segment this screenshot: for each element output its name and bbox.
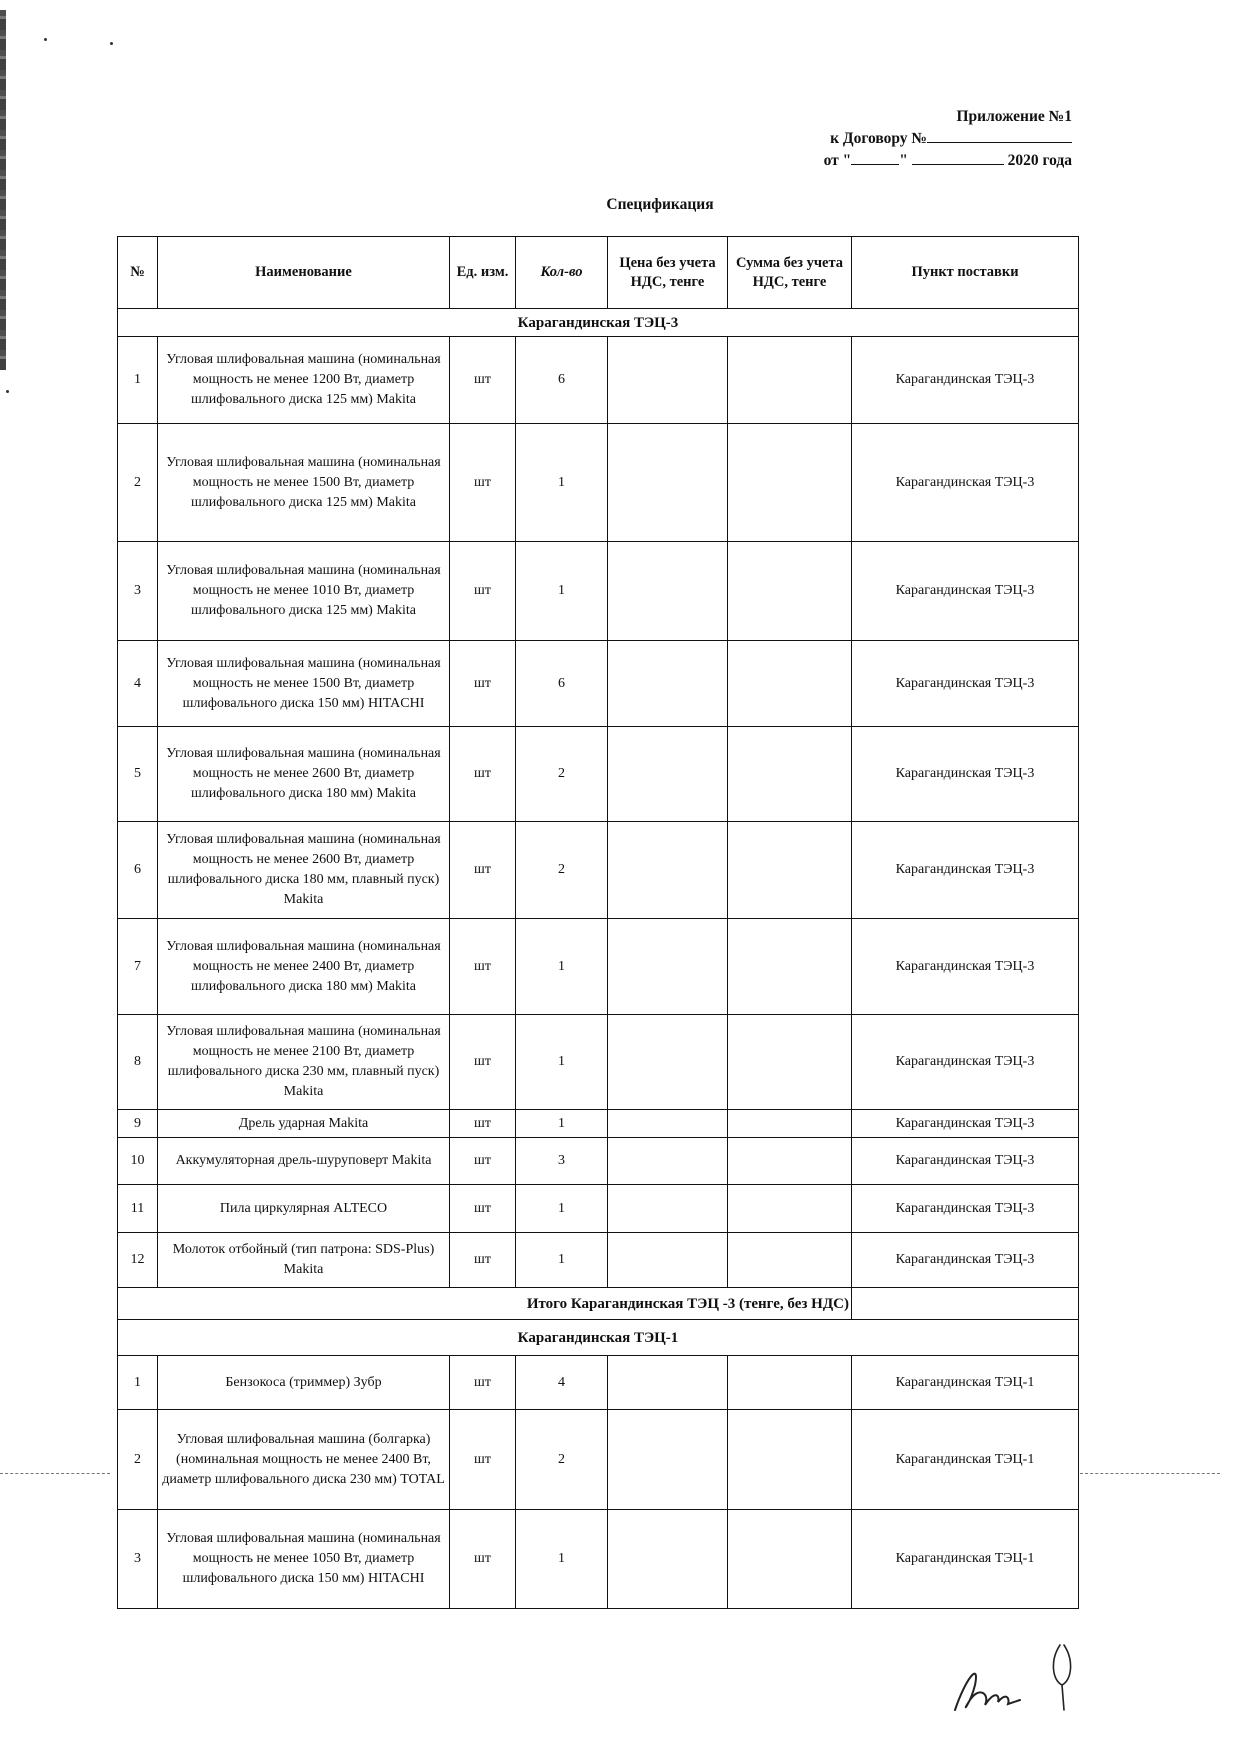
item-name: Угловая шлифовальная машина (номинальная мощность не менее 1200 Вт, диаметр шлифовального диска 125 мм) Makita xyxy=(158,337,450,424)
item-name: Угловая шлифовальная машина (номинальная мощность не менее 2600 Вт, диаметр шлифовального диска 180 мм) Makita xyxy=(158,727,450,822)
item-unit: шт xyxy=(450,822,516,919)
item-delivery-point: Карагандинская ТЭЦ-3 xyxy=(852,424,1079,542)
item-unit: шт xyxy=(450,727,516,822)
column-header-price: Цена без учета НДС, тенге xyxy=(608,237,728,309)
item-name: Бензокоса (триммер) Зубр xyxy=(158,1356,450,1410)
item-unit: шт xyxy=(450,542,516,641)
scan-artifact-line xyxy=(0,1473,110,1474)
scan-speck xyxy=(110,42,113,45)
item-unit: шт xyxy=(450,1110,516,1138)
table-row xyxy=(118,641,1079,727)
item-price xyxy=(608,1110,728,1138)
item-sum xyxy=(728,1510,852,1609)
item-quantity: 1 xyxy=(516,1510,608,1609)
item-delivery-point: Карагандинская ТЭЦ-3 xyxy=(852,1110,1079,1138)
appendix-label: Приложение №1 xyxy=(956,108,1072,125)
row-number: 2 xyxy=(118,424,158,542)
table-row xyxy=(118,919,1079,1015)
item-name: Угловая шлифовальная машина (номинальная мощность не менее 1500 Вт, диаметр шлифовального диска 125 мм) Makita xyxy=(158,424,450,542)
item-price xyxy=(608,1138,728,1185)
item-unit: шт xyxy=(450,1185,516,1233)
item-price xyxy=(608,919,728,1015)
specification-table xyxy=(117,236,1079,1609)
item-price xyxy=(608,727,728,822)
item-delivery-point: Карагандинская ТЭЦ-3 xyxy=(852,1233,1079,1288)
row-number: 4 xyxy=(118,641,158,727)
row-number: 12 xyxy=(118,1233,158,1288)
item-delivery-point: Карагандинская ТЭЦ-1 xyxy=(852,1410,1079,1510)
item-delivery-point: Карагандинская ТЭЦ-3 xyxy=(852,727,1079,822)
column-header-sum: Сумма без учета НДС, тенге xyxy=(728,237,852,309)
handwritten-signature xyxy=(940,1640,1090,1720)
item-price xyxy=(608,1510,728,1609)
row-number: 11 xyxy=(118,1185,158,1233)
row-number: 3 xyxy=(118,1510,158,1609)
item-quantity: 4 xyxy=(516,1356,608,1410)
item-delivery-point: Карагандинская ТЭЦ-3 xyxy=(852,1015,1079,1110)
item-price xyxy=(608,822,728,919)
item-price xyxy=(608,641,728,727)
item-unit: шт xyxy=(450,337,516,424)
table-header-row xyxy=(118,237,1079,309)
item-sum xyxy=(728,727,852,822)
column-header-quantity: Кол-во xyxy=(516,237,608,309)
table-row xyxy=(118,1110,1079,1138)
section-title: Карагандинская ТЭЦ-1 xyxy=(118,1320,1079,1356)
item-unit: шт xyxy=(450,1138,516,1185)
item-price xyxy=(608,337,728,424)
item-unit: шт xyxy=(450,424,516,542)
item-sum xyxy=(728,424,852,542)
document-title: Спецификация xyxy=(606,196,714,213)
item-sum xyxy=(728,1233,852,1288)
item-delivery-point: Карагандинская ТЭЦ-3 xyxy=(852,641,1079,727)
item-quantity: 6 xyxy=(516,641,608,727)
row-number: 1 xyxy=(118,1356,158,1410)
item-quantity: 1 xyxy=(516,424,608,542)
item-name: Угловая шлифовальная машина (номинальная мощность не менее 2100 Вт, диаметр шлифовального диска 230 мм, плавный пуск) Makita xyxy=(158,1015,450,1110)
date-month-blank xyxy=(912,150,1004,165)
item-unit: шт xyxy=(450,1410,516,1510)
column-header-unit: Ед. изм. xyxy=(450,237,516,309)
row-number: 8 xyxy=(118,1015,158,1110)
table-row xyxy=(118,822,1079,919)
item-sum xyxy=(728,542,852,641)
date-prefix: от " xyxy=(823,152,852,169)
appendix-header xyxy=(824,106,1072,172)
item-delivery-point: Карагандинская ТЭЦ-1 xyxy=(852,1356,1079,1410)
table-row xyxy=(118,1356,1079,1410)
item-unit: шт xyxy=(450,1510,516,1609)
row-number: 9 xyxy=(118,1110,158,1138)
item-delivery-point: Карагандинская ТЭЦ-3 xyxy=(852,1138,1079,1185)
section-title: Карагандинская ТЭЦ-3 xyxy=(118,309,1079,337)
item-quantity: 2 xyxy=(516,822,608,919)
item-delivery-point: Карагандинская ТЭЦ-3 xyxy=(852,337,1079,424)
scan-artifact-line xyxy=(1080,1473,1220,1474)
item-name: Угловая шлифовальная машина (номинальная мощность не менее 2600 Вт, диаметр шлифовального диска 180 мм, плавный пуск) Makita xyxy=(158,822,450,919)
item-price xyxy=(608,1233,728,1288)
item-name: Угловая шлифовальная машина (номинальная мощность не менее 1010 Вт, диаметр шлифовального диска 125 мм) Makita xyxy=(158,542,450,641)
item-name: Угловая шлифовальная машина (номинальная мощность не менее 1050 Вт, диаметр шлифовального диска 150 мм) HITACHI xyxy=(158,1510,450,1609)
item-unit: шт xyxy=(450,1015,516,1110)
table-row xyxy=(118,1510,1079,1609)
table-row xyxy=(118,424,1079,542)
scan-speck xyxy=(44,38,47,41)
subtotal-value xyxy=(852,1288,1079,1320)
item-sum xyxy=(728,337,852,424)
item-unit: шт xyxy=(450,1356,516,1410)
contract-number-blank xyxy=(927,128,1072,143)
item-name: Аккумуляторная дрель-шуруповерт Makita xyxy=(158,1138,450,1185)
item-name: Угловая шлифовальная машина (болгарка) (номинальная мощность не менее 2400 Вт, диаметр шлифовального диска 230 мм) TOTAL xyxy=(158,1410,450,1510)
item-delivery-point: Карагандинская ТЭЦ-3 xyxy=(852,822,1079,919)
item-name: Угловая шлифовальная машина (номинальная мощность не менее 2400 Вт, диаметр шлифовального диска 180 мм) Makita xyxy=(158,919,450,1015)
item-price xyxy=(608,542,728,641)
date-mid: " xyxy=(899,152,912,169)
item-delivery-point: Карагандинская ТЭЦ-3 xyxy=(852,542,1079,641)
item-name: Дрель ударная Makita xyxy=(158,1110,450,1138)
subtotal-row xyxy=(118,1288,1079,1320)
item-quantity: 1 xyxy=(516,919,608,1015)
scan-speck xyxy=(6,390,9,393)
item-price xyxy=(608,1356,728,1410)
table-row xyxy=(118,1015,1079,1110)
item-quantity: 1 xyxy=(516,1185,608,1233)
section-header-row xyxy=(118,309,1079,337)
item-quantity: 1 xyxy=(516,542,608,641)
item-quantity: 6 xyxy=(516,337,608,424)
item-unit: шт xyxy=(450,641,516,727)
row-number: 5 xyxy=(118,727,158,822)
item-sum xyxy=(728,1356,852,1410)
item-price xyxy=(608,424,728,542)
item-delivery-point: Карагандинская ТЭЦ-3 xyxy=(852,919,1079,1015)
row-number: 1 xyxy=(118,337,158,424)
item-sum xyxy=(728,919,852,1015)
column-header-name: Наименование xyxy=(158,237,450,309)
item-quantity: 2 xyxy=(516,727,608,822)
item-quantity: 1 xyxy=(516,1015,608,1110)
row-number: 6 xyxy=(118,822,158,919)
row-number: 10 xyxy=(118,1138,158,1185)
item-name: Молоток отбойный (тип патрона: SDS-Plus) Makita xyxy=(158,1233,450,1288)
table-row xyxy=(118,1233,1079,1288)
row-number: 2 xyxy=(118,1410,158,1510)
column-header-delivery: Пункт поставки xyxy=(852,237,1079,309)
section-header-row xyxy=(118,1320,1079,1356)
item-price xyxy=(608,1185,728,1233)
item-price xyxy=(608,1410,728,1510)
item-quantity: 1 xyxy=(516,1233,608,1288)
item-sum xyxy=(728,1138,852,1185)
item-sum xyxy=(728,1410,852,1510)
item-sum xyxy=(728,1110,852,1138)
scan-edge-artifact xyxy=(0,10,6,370)
item-quantity: 3 xyxy=(516,1138,608,1185)
contract-prefix: к Договору № xyxy=(830,130,927,147)
table-row xyxy=(118,1185,1079,1233)
row-number: 7 xyxy=(118,919,158,1015)
item-quantity: 1 xyxy=(516,1110,608,1138)
item-sum xyxy=(728,641,852,727)
item-price xyxy=(608,1015,728,1110)
table-row xyxy=(118,1138,1079,1185)
date-line xyxy=(824,150,1072,172)
item-sum xyxy=(728,1015,852,1110)
table-row xyxy=(118,1410,1079,1510)
date-suffix: 2020 года xyxy=(1007,152,1072,169)
table-row xyxy=(118,337,1079,424)
table-row xyxy=(118,727,1079,822)
item-quantity: 2 xyxy=(516,1410,608,1510)
subtotal-label: Итого Карагандинская ТЭЦ -3 (тенге, без НДС) xyxy=(118,1288,852,1320)
item-sum xyxy=(728,1185,852,1233)
contract-line xyxy=(824,128,1072,150)
item-name: Угловая шлифовальная машина (номинальная мощность не менее 1500 Вт, диаметр шлифовального диска 150 мм) HITACHI xyxy=(158,641,450,727)
date-day-blank xyxy=(851,150,899,165)
item-unit: шт xyxy=(450,1233,516,1288)
item-sum xyxy=(728,822,852,919)
item-delivery-point: Карагандинская ТЭЦ-3 xyxy=(852,1185,1079,1233)
item-unit: шт xyxy=(450,919,516,1015)
item-delivery-point: Карагандинская ТЭЦ-1 xyxy=(852,1510,1079,1609)
row-number: 3 xyxy=(118,542,158,641)
item-name: Пила циркулярная ALTECO xyxy=(158,1185,450,1233)
column-header-number: № xyxy=(118,237,158,309)
table-row xyxy=(118,542,1079,641)
